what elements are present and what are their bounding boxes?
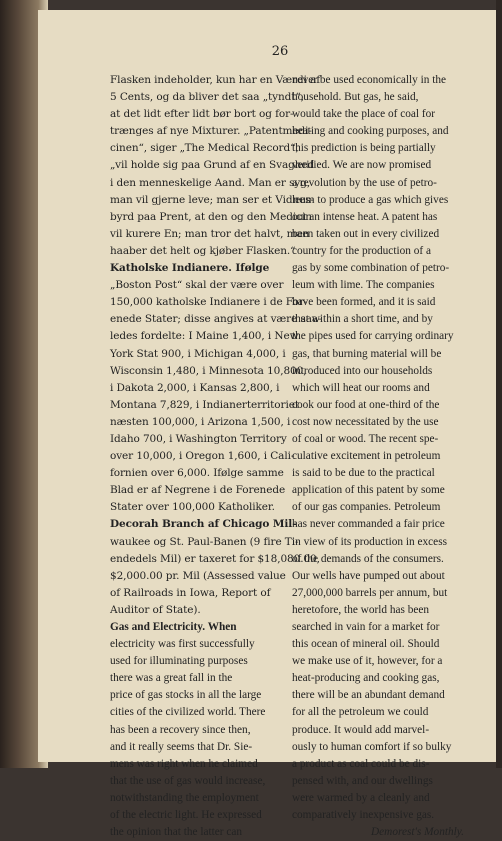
text-line: leum with lime. The companies bbox=[292, 279, 435, 292]
text-line: has been a recovery since then, bbox=[110, 723, 251, 736]
text-line: Auditor of State). bbox=[110, 603, 201, 616]
text-line: has never commanded a fair price bbox=[292, 518, 445, 531]
text-line: Idaho 700, i Washington Territory bbox=[110, 432, 287, 445]
text-line: been taken out in every civilized bbox=[292, 227, 440, 240]
text-line: searched in vain for a market for bbox=[292, 621, 440, 633]
text-line: in view of its production in excess bbox=[292, 535, 447, 548]
text-line: of coal or wood. The recent spe- bbox=[292, 432, 439, 445]
text-line: of our gas companies. Petroleum bbox=[292, 501, 441, 514]
text-line: country for the production of a bbox=[292, 244, 431, 257]
text-line: Wisconsin 1,480, i Minnesota 10,800, bbox=[110, 364, 307, 377]
text-line: out an intense heat. A patent has bbox=[292, 210, 438, 223]
right-column bbox=[292, 72, 472, 841]
text-line: ledes fordelte: I Maine 1,400, i New bbox=[110, 330, 299, 343]
text-line: endedels Mil) er taxeret for $18,080.00, bbox=[110, 552, 320, 565]
text-line: vil kurere En; man tror det halvt, man bbox=[110, 227, 310, 240]
text-line: pensed with, and our dwellings bbox=[292, 774, 433, 787]
text-line: Katholske Indianere. Ifølge bbox=[110, 262, 270, 275]
text-line: Flasken indeholder, kun har en Værdi af bbox=[110, 74, 321, 86]
text-line: enede Stater; disse angives at være saa- bbox=[110, 313, 322, 326]
text-line: cinen“, siger „The Medical Record“, bbox=[110, 142, 299, 155]
text-line: heretofore, the world has been bbox=[292, 603, 430, 616]
text-line: man vil gjerne leve; man ser et Vidnes- bbox=[110, 193, 314, 206]
text-line: there was a great fall in the bbox=[110, 672, 233, 685]
text-line: for all the petroleum we could bbox=[292, 706, 429, 719]
text-line: mens was right when he claimed bbox=[110, 757, 258, 770]
text-line: application of this patent by some bbox=[292, 484, 445, 497]
text-line: waukee og St. Paul-Banen (9 fire Ti- bbox=[110, 535, 299, 548]
text-line: of Railroads in Iowa, Report of bbox=[110, 586, 271, 599]
text-line: that the use of gas would increase, bbox=[110, 774, 266, 787]
text-line: comparatively inexpensive gas. bbox=[292, 809, 435, 822]
text-line: price of gas stocks in all the large bbox=[110, 689, 262, 702]
text-line: this ocean of mineral oil. Should bbox=[292, 638, 440, 651]
text-line: cities of the civilized world. There bbox=[110, 706, 266, 719]
text-line: cook our food at one-third of the bbox=[292, 398, 440, 411]
text-line: trænges af nye Mixturer. „Patentmedi- bbox=[110, 125, 312, 138]
text-line: at det lidt efter lidt bør bort og for- bbox=[110, 108, 294, 121]
text-line: Our wells have pumped out about bbox=[292, 569, 445, 582]
text-line: notwithstanding the employment bbox=[110, 791, 259, 804]
text-line: $2,000.00 pr. Mil (Assessed value bbox=[110, 569, 286, 582]
text-line: introduced into our households bbox=[292, 364, 433, 377]
left-column bbox=[110, 72, 322, 841]
text-line: this prediction is being partially bbox=[292, 142, 436, 155]
text-line: and it really seems that Dr. Sie- bbox=[110, 740, 253, 753]
text-line: næsten 100,000, i Arizona 1,500, i bbox=[110, 415, 291, 428]
text-line: heating and cooking purposes, and bbox=[292, 125, 449, 138]
text-line: of the demands of the consumers. bbox=[292, 552, 444, 565]
text-line: fornien over 6,000. Ifølge samme bbox=[110, 467, 284, 480]
text-line: haaber det helt og kjøber Flasken.“ bbox=[110, 244, 296, 257]
text-line: never be used economically in the bbox=[292, 74, 447, 86]
text-line: that within a short time, and by bbox=[292, 313, 433, 326]
text-line: Gas and Electricity. When bbox=[110, 621, 237, 633]
text-line: would take the place of coal for bbox=[292, 108, 436, 121]
text-line: is said to be due to the practical bbox=[292, 467, 435, 480]
page-number: 26 bbox=[271, 44, 289, 59]
text-line: have been formed, and it is said bbox=[292, 296, 436, 309]
text-line: Blad er af Negrene i de Forenede bbox=[110, 484, 286, 497]
text-line: Decorah Branch af Chicago Mil- bbox=[110, 518, 297, 531]
text-line: a revolution by the use of petro- bbox=[292, 176, 437, 189]
text-line: i den menneskelige Aand. Man er syg, bbox=[110, 176, 311, 189]
text-line: household. But gas, he said, bbox=[292, 91, 419, 104]
text-line: there will be an abundant demand bbox=[292, 689, 445, 702]
text-line: Montana 7,829, i Indianerterritoriet bbox=[110, 398, 299, 411]
text-line: gas by some combination of petro- bbox=[292, 262, 450, 275]
text-line: were warmed by a cleanly and bbox=[292, 791, 430, 804]
text-line: a product as coal could be dis- bbox=[292, 757, 430, 770]
source-signature: Demorest's Monthly. bbox=[371, 826, 464, 839]
text-line: York Stat 900, i Michigan 4,000, i bbox=[110, 347, 286, 360]
text-line: cost now necessitated by the use bbox=[292, 415, 439, 428]
text-line: i Dakota 2,000, i Kansas 2,800, i bbox=[110, 381, 280, 394]
text-line: 5 Cents, og da bliver det saa „tyndt“, bbox=[110, 91, 304, 104]
text-line: 150,000 katholske Indianere i de For- bbox=[110, 296, 308, 309]
text-line: the pipes used for carrying ordinary bbox=[292, 330, 454, 343]
text-line: „vil holde sig paa Grund af en Svaghed bbox=[110, 159, 315, 172]
text-line: byrd paa Prent, at den og den Medicin bbox=[110, 210, 312, 223]
text-line: of the electric light. He expressed bbox=[110, 809, 262, 822]
page-edge bbox=[496, 0, 502, 768]
text-line: heat-producing and cooking gas, bbox=[292, 672, 440, 685]
text-line: used for illuminating purposes bbox=[110, 655, 248, 668]
text-line: electricity was first successfully bbox=[110, 638, 255, 651]
text-line: 27,000,000 barrels per annum, but bbox=[292, 586, 448, 599]
text-line: culative excitement in petroleum bbox=[292, 450, 441, 463]
text-line: the opinion that the latter can bbox=[110, 826, 243, 839]
text-line: which will heat our rooms and bbox=[292, 381, 430, 394]
text-line: we make use of it, however, for a bbox=[292, 655, 443, 668]
text-line: ously to human comfort if so bulky bbox=[292, 740, 452, 753]
text-line: verified. We are now promised bbox=[292, 159, 432, 172]
text-line: produce. It would add marvel- bbox=[292, 723, 430, 736]
text-line: leum to produce a gas which gives bbox=[292, 193, 449, 206]
text-line: „Boston Post“ skal der være over bbox=[110, 279, 284, 292]
text-line: over 10,000, i Oregon 1,600, i Cali- bbox=[110, 450, 295, 463]
text-line: Stater over 100,000 Katholiker. bbox=[110, 501, 275, 514]
text-line: gas, that burning material will be bbox=[292, 347, 442, 360]
